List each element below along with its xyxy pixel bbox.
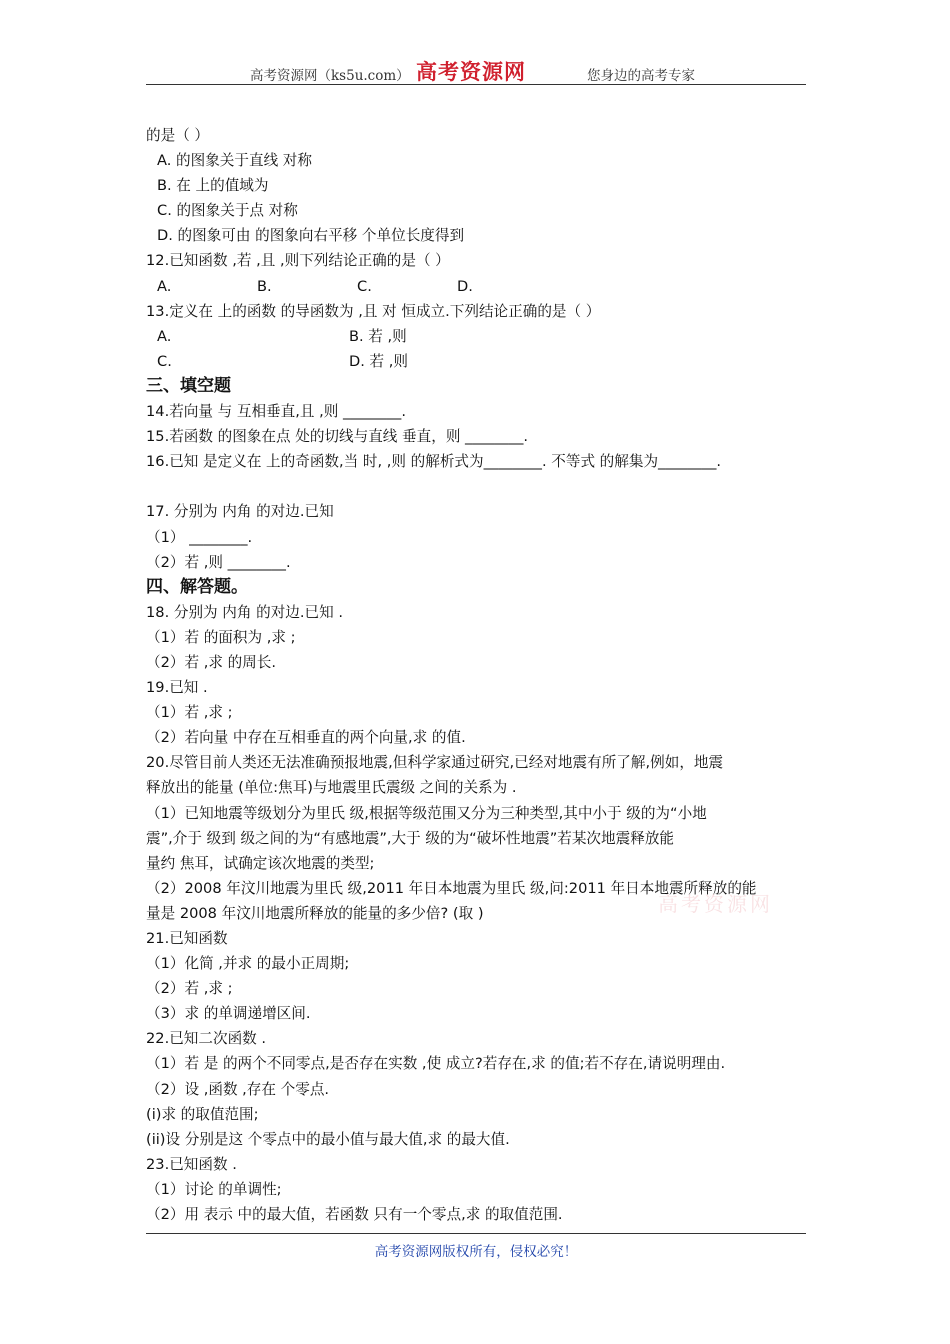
q12-option-d: D. [457,277,473,295]
q12-option-c: C. [357,277,372,295]
q17-part2: （2）若 ,则 ________. [146,553,291,571]
section-fill-in-heading: 三、填空题 [146,375,231,396]
page-footer: 高考资源网版权所有，侵权必究！ [146,1233,806,1260]
q11-stem-tail: 的是（ ） [146,127,210,144]
q15: 15.若函数 的图象在点 处的切线与直线 垂直，则 ________. [146,428,529,446]
q20-part1-line1: （1）已知地震等级划分为里氏 级,根据等级范围又分为三种类型,其中小于 级的为“小地 [146,804,707,822]
q18-stem: 18. 分别为 内角 的对边.已知 . [146,603,343,621]
q13-option-a: A. [157,327,172,345]
q16: 16.已知 是定义在 上的奇函数,当 时, ,则 的解析式为________. 不等式 的解集为________. [146,453,722,471]
q13-options-row2 [146,349,816,374]
page-header [146,59,806,85]
q22-part1: （1）若 是 的两个不同零点,是否存在实数 ,使 成立?若存在,求 的值;若不存在,请说明理由. [146,1055,726,1073]
q20-stem-line2: 释放出的能量 (单位:焦耳)与地震里氏震级 之间的关系为 . [146,779,517,797]
q11-option-a: A. 的图象关于直线 对称 [157,152,312,170]
q11-option-d: D. 的图象可由 的图象向右平移 个单位长度得到 [157,227,465,245]
q13-stem: 13.定义在 上的函数 的导函数为 ,且 对 恒成立.下列结论正确的是（ ） [146,302,601,320]
document-body [146,123,816,1227]
q22-stem: 22.已知二次函数 . [146,1030,267,1048]
q19-part2: （2）若向量 中存在互相垂直的两个向量,求 的值. [146,729,466,747]
q11-option-c: C. 的图象关于点 对称 [157,202,298,220]
q12-option-b: B. [257,277,272,295]
q18-part2: （2）若 ,求 的周长. [146,653,276,671]
q21-part3: （3）求 的单调递增区间. [146,1005,311,1023]
header-logo: 高考资源网 [416,59,526,84]
q19-stem: 19.已知 . [146,679,208,697]
q19-part1: （1）若 ,求 ; [146,704,233,722]
q20-part2-line1: （2）2008 年汶川地震为里氏 级,2011 年日本地震为里氏 级,问:2011 年日本地震所释放的能 [146,879,757,897]
q23-part1: （1）讨论 的单调性; [146,1180,282,1198]
q12-options [146,274,816,299]
q22-part2-ii: (ii)设 分别是这 个零点中的最小值与最大值,求 的最大值. [146,1130,510,1148]
q13-options-row1 [146,324,816,349]
q20-part1-line3: 量约 焦耳，试确定该次地震的类型; [146,854,375,872]
q17-stem: 17. 分别为 内角 的对边.已知 [146,503,334,521]
q22-part2: （2）设 ,函数 ,存在 个零点. [146,1080,330,1098]
q12-option-a: A. [157,277,172,295]
header-site-name: 高考资源网（ks5u.com） [250,68,410,84]
q11-option-b: B. 在 上的值域为 [157,177,269,195]
q13-option-c: C. [157,352,172,370]
q23-part2: （2）用 表示 中的最大值，若函数 只有一个零点,求 的取值范围. [146,1206,563,1224]
q22-part2-i: (i)求 的取值范围; [146,1105,259,1123]
q13-option-d: D. 若 ,则 [349,352,408,370]
q20-stem-line1: 20.尽管目前人类还无法准确预报地震,但科学家通过研究,已经对地震有所了解,例如，地震 [146,754,724,772]
section-answer-heading: 四、解答题。 [146,576,248,597]
q20-part1-line2: 震”,介于 级到 级之间的为“有感地震”,大于 级的为“破坏性地震”若某次地震释放能 [146,829,675,847]
q23-stem: 23.已知函数 . [146,1155,237,1173]
q21-part2: （2）若 ,求 ; [146,980,233,998]
q21-stem: 21.已知函数 [146,930,228,947]
q12-stem: 12.已知函数 ,若 ,且 ,则下列结论正确的是（ ） [146,252,450,270]
q21-part1: （1）化简 ,并求 的最小正周期; [146,955,350,973]
q20-part2-line2: 量是 2008 年汶川地震所释放的能量的多少倍? (取 ) [146,904,484,922]
q18-part1: （1）若 的面积为 ,求 ; [146,628,296,646]
q13-option-b: B. 若 ,则 [349,327,407,345]
q17-part1: （1） ________. [146,528,253,546]
header-slogan: 您身边的高考专家 [587,68,695,84]
watermark-logo: 高考资源网 [658,892,773,916]
q14: 14.若向量 与 互相垂直,且 ,则 ________. [146,403,406,421]
blank-line [146,474,816,499]
